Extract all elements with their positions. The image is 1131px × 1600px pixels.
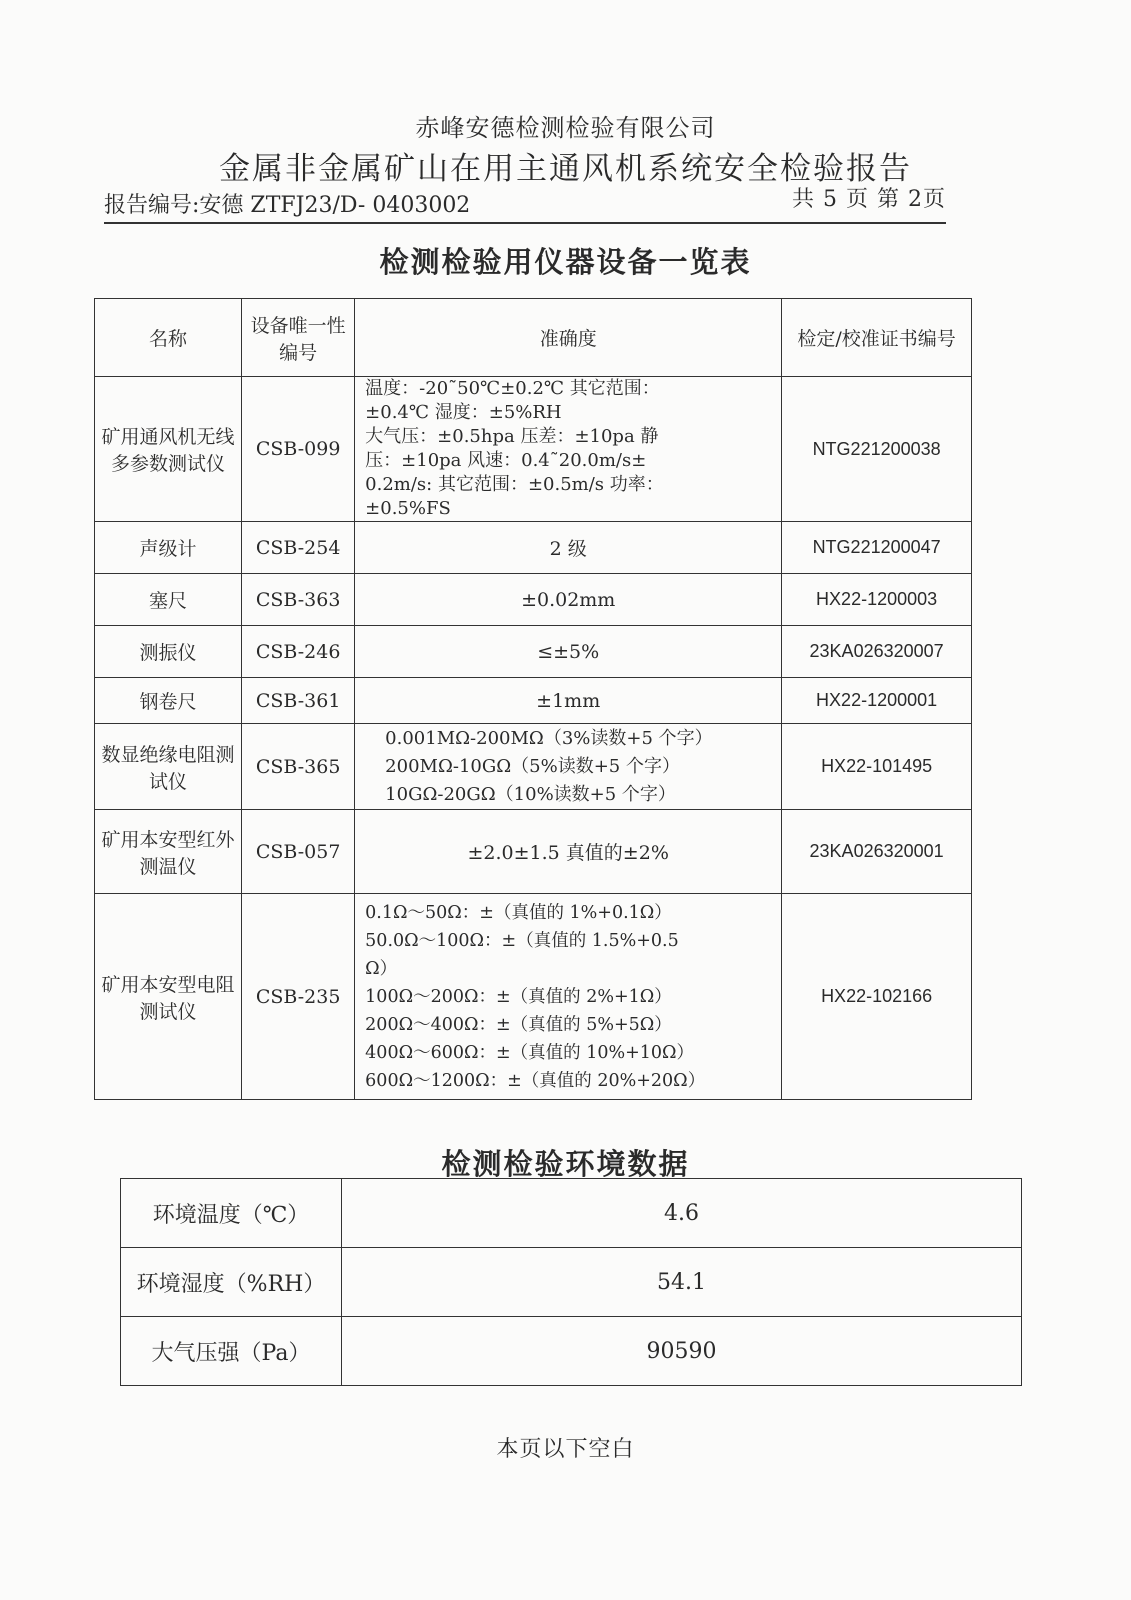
equipment-id: CSB-254	[242, 522, 355, 574]
certificate-number: 23KA026320007	[782, 626, 972, 678]
table-row	[95, 810, 972, 894]
equipment-name: 测振仪	[95, 626, 242, 678]
column-header-id	[242, 299, 355, 377]
accuracy-line: 大气压：±0.5hpa 压差：±10pa 静	[365, 426, 659, 447]
accuracy-line: 400Ω～600Ω：±（真值的 10%+10Ω）	[365, 1042, 695, 1063]
env-value: 90590	[342, 1317, 1022, 1386]
accuracy-line: 0.1Ω～50Ω：±（真值的 1%+0.1Ω）	[365, 902, 672, 923]
equipment-accuracy	[355, 894, 782, 1100]
table-row	[95, 894, 972, 1100]
report-meta-row	[104, 186, 946, 224]
certificate-number: NTG221200047	[782, 522, 972, 574]
equipment-accuracy: ±2.0±1.5 真值的±2%	[355, 810, 782, 894]
certificate-number: NTG221200038	[782, 377, 972, 522]
equipment-id: CSB-099	[242, 377, 355, 522]
equipment-name: 塞尺	[95, 574, 242, 626]
equipment-accuracy: 2 级	[355, 522, 782, 574]
equipment-id: CSB-057	[242, 810, 355, 894]
equipment-accuracy	[355, 377, 782, 522]
accuracy-line: 50.0Ω～100Ω：±（真值的 1.5%+0.5	[365, 930, 679, 951]
equipment-id: CSB-363	[242, 574, 355, 626]
table-row	[95, 724, 972, 810]
table-row	[121, 1317, 1022, 1386]
accuracy-line: ±0.4℃ 湿度：±5%RH	[365, 402, 562, 423]
column-header-accuracy: 准确度	[355, 299, 782, 377]
equipment-id: CSB-235	[242, 894, 355, 1100]
accuracy-line: 10GΩ-20GΩ（10%读数+5 个字）	[385, 783, 676, 805]
report-title: 金属非金属矿山在用主通风机系统安全检验报告	[219, 151, 912, 187]
column-header-id-label: 设备唯一性编号	[250, 314, 346, 364]
equipment-name: 矿用本安型红外测温仪	[95, 810, 242, 894]
accuracy-line: Ω）	[365, 958, 398, 979]
equipment-name: 声级计	[95, 522, 242, 574]
accuracy-line: 200Ω～400Ω：±（真值的 5%+5Ω）	[365, 1014, 672, 1035]
environment-section-title: 检测检验环境数据	[441, 1147, 690, 1181]
equipment-accuracy: ±1mm	[355, 678, 782, 724]
table-row	[95, 678, 972, 724]
table-row	[95, 522, 972, 574]
equipment-name: 数显绝缘电阻测试仪	[95, 724, 242, 810]
env-label: 环境温度（℃）	[121, 1179, 342, 1248]
equipment-id: CSB-246	[242, 626, 355, 678]
equipment-name: 钢卷尺	[95, 678, 242, 724]
table-row	[95, 574, 972, 626]
certificate-number: HX22-101495	[782, 724, 972, 810]
accuracy-line: 温度：-20˜50℃±0.2℃ 其它范围：	[365, 378, 660, 399]
accuracy-line: ±0.5%FS	[365, 498, 451, 519]
accuracy-line: 压：±10pa 风速：0.4˜20.0m/s±	[365, 450, 647, 471]
equipment-table	[94, 298, 972, 1100]
column-header-name: 名称	[95, 299, 242, 377]
certificate-number: HX22-1200003	[782, 574, 972, 626]
equipment-name: 矿用本安型电阻测试仪	[95, 894, 242, 1100]
column-header-cert: 检定/校准证书编号	[782, 299, 972, 377]
equipment-accuracy	[355, 724, 782, 810]
environment-table	[120, 1178, 1022, 1386]
env-label: 环境湿度（%RH）	[121, 1248, 342, 1317]
company-name: 赤峰安德检测检验有限公司	[415, 114, 716, 142]
table-row	[121, 1179, 1022, 1248]
certificate-number: HX22-1200001	[782, 678, 972, 724]
blank-below-note: 本页以下空白	[496, 1437, 635, 1462]
accuracy-line: 0.001MΩ-200MΩ（3%读数+5 个字）	[385, 727, 713, 749]
table-header-row	[95, 299, 972, 377]
report-number: 报告编号:安德 ZTFJ23/D- 0403002	[104, 193, 471, 218]
env-label: 大气压强（Pa）	[121, 1317, 342, 1386]
certificate-number: 23KA026320001	[782, 810, 972, 894]
env-value: 4.6	[342, 1179, 1022, 1248]
equipment-name: 矿用通风机无线多参数测试仪	[95, 377, 242, 522]
page-info: 共 5 页 第 2页	[792, 187, 946, 212]
table-row	[95, 377, 972, 522]
equipment-id: CSB-365	[242, 724, 355, 810]
accuracy-line: 0.2m/s: 其它范围：±0.5m/s 功率：	[365, 474, 664, 495]
table-row	[121, 1248, 1022, 1317]
accuracy-line: 100Ω～200Ω：±（真值的 2%+1Ω）	[365, 986, 672, 1007]
certificate-number: HX22-102166	[782, 894, 972, 1100]
table-row	[95, 626, 972, 678]
equipment-accuracy: ±0.02mm	[355, 574, 782, 626]
env-value: 54.1	[342, 1248, 1022, 1317]
accuracy-line: 200MΩ-10GΩ（5%读数+5 个字）	[385, 755, 680, 777]
equipment-section-title: 检测检验用仪器设备一览表	[379, 245, 752, 279]
accuracy-line: 600Ω～1200Ω：±（真值的 20%+20Ω）	[365, 1070, 706, 1091]
equipment-accuracy: ≤±5%	[355, 626, 782, 678]
equipment-id: CSB-361	[242, 678, 355, 724]
